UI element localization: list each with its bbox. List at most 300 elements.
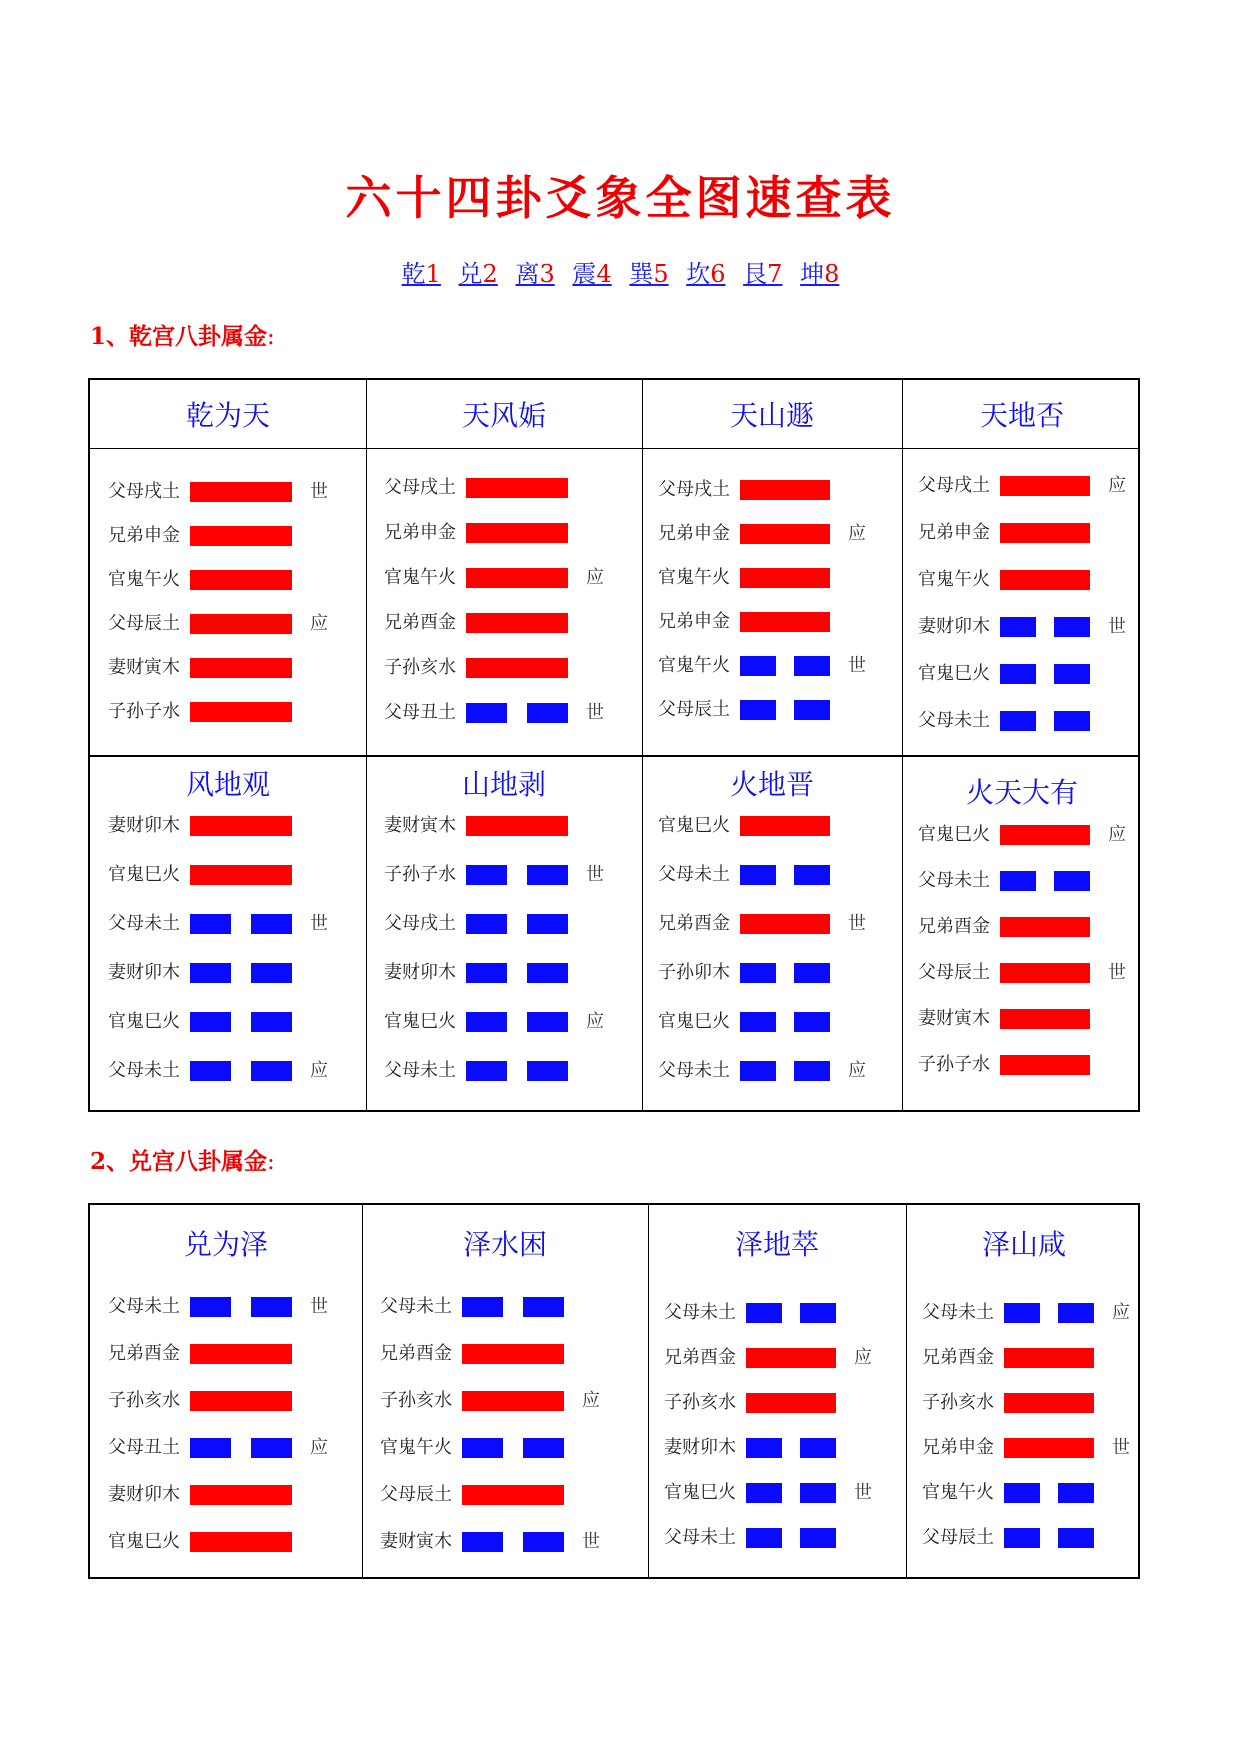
- yang-bar: [466, 658, 568, 678]
- yao-label: 官鬼巳火: [384, 1011, 456, 1032]
- yang-bar: [1000, 1055, 1090, 1075]
- yao-label: 父母未土: [664, 1302, 736, 1323]
- yao-label: 兄弟酉金: [664, 1347, 736, 1368]
- yang-bar: [740, 914, 830, 934]
- yao-label: 妻财寅木: [108, 657, 180, 678]
- yao-label: 兄弟酉金: [658, 913, 730, 934]
- yang-bar: [740, 524, 830, 544]
- hexagram-name: 泽山咸: [981, 1228, 1066, 1261]
- yao-label: 父母戌土: [658, 479, 730, 500]
- yang-bar: [740, 480, 830, 500]
- yao-line: [902, 662, 1142, 686]
- hexagram-cell: [362, 1205, 648, 1577]
- yao-line: [362, 1436, 648, 1460]
- yao-label: 兄弟申金: [384, 522, 456, 543]
- yao-line: [90, 700, 366, 724]
- yang-bar: [190, 614, 292, 634]
- yang-bar: [740, 568, 830, 588]
- yao-label: 子孙亥水: [922, 1392, 994, 1413]
- yao-line: [366, 701, 642, 725]
- yin-bar-left: [462, 1438, 503, 1458]
- yin-bar-right: [800, 1303, 836, 1323]
- yao-line: [648, 1346, 906, 1370]
- yin-bar-right: [251, 963, 292, 983]
- hexagram-cell: [90, 757, 366, 1114]
- yao-label: 父母辰土: [922, 1527, 994, 1548]
- yao-line: [642, 478, 902, 502]
- yao-line: [642, 566, 902, 590]
- yao-line: [648, 1481, 906, 1505]
- yao-line: [90, 524, 366, 548]
- yang-bar: [1004, 1438, 1094, 1458]
- yang-bar: [1000, 963, 1090, 983]
- yao-label: 父母未土: [918, 710, 990, 731]
- yin-bar-right: [1058, 1528, 1094, 1548]
- yao-label: 父母辰土: [380, 1484, 452, 1505]
- yao-line: [90, 814, 366, 838]
- yin-bar-left: [462, 1532, 503, 1552]
- yin-bar-left: [190, 1297, 231, 1317]
- yin-bar-right: [794, 1012, 830, 1032]
- yin-bar-right: [523, 1297, 564, 1317]
- nav-item-zhen[interactable]: 震4: [572, 260, 612, 288]
- yao-label: 兄弟酉金: [108, 1343, 180, 1364]
- shi-marker: 世: [310, 913, 328, 934]
- yao-label: 兄弟申金: [918, 522, 990, 543]
- yao-label: 子孙亥水: [664, 1392, 736, 1413]
- yang-bar: [462, 1485, 564, 1505]
- yao-label: 妻财卯木: [108, 815, 180, 836]
- yin-bar-left: [466, 914, 507, 934]
- nav-item-xun[interactable]: 巽5: [629, 260, 669, 288]
- yang-bar: [190, 570, 292, 590]
- yao-label: 妻财卯木: [108, 962, 180, 983]
- hexagram-name: 泽水困: [462, 1228, 547, 1261]
- yao-line: [366, 521, 642, 545]
- section-heading-dui: 2、兑宫八卦属金:: [90, 1148, 275, 1175]
- nav-item-dui[interactable]: 兑2: [458, 260, 498, 288]
- yao-label: 官鬼巳火: [108, 864, 180, 885]
- shi-marker: 世: [310, 1296, 328, 1317]
- yang-bar: [190, 865, 292, 885]
- yao-label: 父母未土: [108, 1060, 180, 1081]
- yao-label: 官鬼巳火: [918, 824, 990, 845]
- yao-line: [902, 1007, 1142, 1031]
- yao-line: [648, 1391, 906, 1415]
- yang-bar: [190, 702, 292, 722]
- yin-bar-left: [740, 963, 776, 983]
- yin-bar-right: [800, 1483, 836, 1503]
- yin-bar-left: [1004, 1483, 1040, 1503]
- hexagram-cell: [648, 1205, 906, 1577]
- ying-marker: 应: [848, 523, 866, 544]
- yao-label: 官鬼午火: [658, 567, 730, 588]
- yao-label: 父母未土: [108, 913, 180, 934]
- yao-label: 妻财寅木: [918, 1008, 990, 1029]
- hexagram-cell: [642, 380, 902, 737]
- yao-line: [362, 1530, 648, 1554]
- ying-marker: 应: [310, 1437, 328, 1458]
- yao-line: [642, 610, 902, 634]
- yao-line: [90, 480, 366, 504]
- yao-line: [90, 1436, 362, 1460]
- ying-marker: 应: [310, 613, 328, 634]
- yao-label: 官鬼巳火: [658, 815, 730, 836]
- yin-bar-right: [794, 963, 830, 983]
- yao-label: 子孙亥水: [384, 657, 456, 678]
- yao-label: 官鬼午火: [658, 655, 730, 676]
- yao-label: 父母未土: [658, 864, 730, 885]
- yin-bar-right: [251, 1438, 292, 1458]
- hexagram-cell: [366, 757, 642, 1114]
- hexagram-name: 风地观: [185, 768, 270, 801]
- yao-label: 父母丑土: [108, 1437, 180, 1458]
- hexagram-name: 火地晋: [729, 768, 814, 801]
- yang-bar: [462, 1344, 564, 1364]
- yao-line: [366, 912, 642, 936]
- yao-line: [362, 1483, 648, 1507]
- yang-bar: [466, 816, 568, 836]
- nav-item-qian[interactable]: 乾1: [401, 260, 441, 288]
- yin-bar-left: [190, 1438, 231, 1458]
- nav-item-li[interactable]: 离3: [515, 260, 555, 288]
- yin-bar-right: [251, 1012, 292, 1032]
- ying-marker: 应: [586, 567, 604, 588]
- yao-label: 妻财寅木: [384, 815, 456, 836]
- hexagram-cell: [902, 757, 1142, 1114]
- yang-bar: [190, 658, 292, 678]
- yang-bar: [1000, 917, 1090, 937]
- yin-bar-left: [746, 1483, 782, 1503]
- yao-line: [906, 1391, 1142, 1415]
- yao-line: [90, 1530, 362, 1554]
- yao-label: 官鬼午火: [918, 569, 990, 590]
- yang-bar: [1004, 1393, 1094, 1413]
- yao-label: 兄弟酉金: [918, 916, 990, 937]
- yin-bar-right: [527, 865, 568, 885]
- yao-line: [902, 961, 1142, 985]
- yao-label: 父母辰土: [108, 613, 180, 634]
- yao-line: [362, 1342, 648, 1366]
- yao-label: 官鬼巳火: [108, 1531, 180, 1552]
- yin-bar-left: [746, 1438, 782, 1458]
- yang-bar: [190, 1344, 292, 1364]
- yao-label: 父母辰土: [658, 699, 730, 720]
- yin-bar-left: [1000, 711, 1036, 731]
- yao-label: 父母辰土: [918, 962, 990, 983]
- yao-label: 子孙亥水: [108, 1390, 180, 1411]
- yao-line: [366, 1010, 642, 1034]
- yao-line: [642, 698, 902, 722]
- yao-label: 官鬼巳火: [664, 1482, 736, 1503]
- trigram-nav: [0, 254, 1241, 289]
- yao-line: [902, 1053, 1142, 1077]
- yin-bar-left: [1004, 1303, 1040, 1323]
- ying-marker: 应: [310, 1060, 328, 1081]
- yin-bar-left: [746, 1528, 782, 1548]
- yao-line: [642, 863, 902, 887]
- ying-marker: 应: [1112, 1302, 1130, 1323]
- yin-bar-right: [527, 1012, 568, 1032]
- hexagram-cell: [642, 757, 902, 1114]
- yao-label: 兄弟申金: [658, 611, 730, 632]
- yao-label: 官鬼午火: [380, 1437, 452, 1458]
- yin-bar-right: [1054, 617, 1090, 637]
- shi-marker: 世: [1108, 616, 1126, 637]
- yang-bar: [740, 816, 830, 836]
- yin-bar-right: [794, 656, 830, 676]
- yao-line: [90, 1483, 362, 1507]
- yang-bar: [466, 523, 568, 543]
- yang-bar: [466, 478, 568, 498]
- yin-bar-left: [740, 656, 776, 676]
- yao-label: 兄弟申金: [108, 525, 180, 546]
- yao-label: 官鬼午火: [108, 569, 180, 590]
- yao-line: [642, 1059, 902, 1083]
- yao-line: [366, 814, 642, 838]
- shi-marker: 世: [1108, 962, 1126, 983]
- hexagram-cell: [366, 380, 642, 737]
- yao-label: 父母未土: [922, 1302, 994, 1323]
- shi-marker: 世: [582, 1531, 600, 1552]
- yin-bar-right: [1054, 664, 1090, 684]
- yang-bar: [190, 482, 292, 502]
- yin-bar-left: [1000, 617, 1036, 637]
- shi-marker: 世: [586, 702, 604, 723]
- yin-bar-left: [462, 1297, 503, 1317]
- yang-bar: [746, 1348, 836, 1368]
- yin-bar-right: [794, 700, 830, 720]
- hexagram-name: 天地否: [979, 399, 1064, 432]
- yang-bar: [190, 1485, 292, 1505]
- yao-label: 父母戌土: [384, 477, 456, 498]
- yao-label: 妻财卯木: [664, 1437, 736, 1458]
- yao-line: [902, 823, 1142, 847]
- yin-bar-left: [466, 703, 507, 723]
- nav-item-kan[interactable]: 坎6: [686, 260, 726, 288]
- yao-line: [90, 656, 366, 680]
- yao-label: 父母未土: [664, 1527, 736, 1548]
- yang-bar: [746, 1393, 836, 1413]
- shi-marker: 世: [586, 864, 604, 885]
- hexagram-name: 兑为泽: [183, 1228, 268, 1261]
- yin-bar-left: [1000, 871, 1036, 891]
- yao-line: [642, 1010, 902, 1034]
- yin-bar-left: [466, 1061, 507, 1081]
- yao-label: 妻财卯木: [384, 962, 456, 983]
- dui-palace-table: [88, 1203, 1140, 1579]
- yao-label: 父母未土: [658, 1060, 730, 1081]
- ying-marker: 应: [1108, 824, 1126, 845]
- yin-bar-left: [190, 1012, 231, 1032]
- yin-bar-right: [251, 914, 292, 934]
- yao-line: [906, 1526, 1142, 1550]
- yao-label: 子孙子水: [384, 864, 456, 885]
- yang-bar: [1000, 1009, 1090, 1029]
- yao-line: [90, 568, 366, 592]
- yao-label: 子孙子水: [108, 701, 180, 722]
- nav-item-kun[interactable]: 坤8: [800, 260, 840, 288]
- yang-bar: [466, 568, 568, 588]
- yao-label: 兄弟酉金: [384, 612, 456, 633]
- yang-bar: [1000, 476, 1090, 496]
- yin-bar-right: [527, 1061, 568, 1081]
- yin-bar-left: [740, 865, 776, 885]
- yin-bar-left: [190, 963, 231, 983]
- yao-line: [90, 961, 366, 985]
- yin-bar-left: [190, 1061, 231, 1081]
- yao-label: 父母丑土: [384, 702, 456, 723]
- yao-line: [648, 1436, 906, 1460]
- yao-line: [902, 709, 1142, 733]
- yao-line: [90, 863, 366, 887]
- yin-bar-right: [1058, 1483, 1094, 1503]
- yao-line: [902, 915, 1142, 939]
- yao-line: [90, 1342, 362, 1366]
- yao-label: 官鬼巳火: [918, 663, 990, 684]
- yin-bar-left: [1000, 664, 1036, 684]
- yao-line: [366, 1059, 642, 1083]
- yang-bar: [466, 613, 568, 633]
- yin-bar-left: [746, 1303, 782, 1323]
- ying-marker: 应: [582, 1390, 600, 1411]
- ying-marker: 应: [854, 1347, 872, 1368]
- yao-label: 妻财卯木: [108, 1484, 180, 1505]
- hexagram-name: 火天大有: [965, 776, 1078, 809]
- yao-line: [906, 1301, 1142, 1325]
- yin-bar-right: [794, 865, 830, 885]
- hexagram-name: 山地剥: [461, 768, 546, 801]
- hexagram-cell: [90, 380, 366, 737]
- yao-line: [642, 912, 902, 936]
- yao-line: [906, 1436, 1142, 1460]
- yao-line: [90, 1295, 362, 1319]
- shi-marker: 世: [854, 1482, 872, 1503]
- yao-label: 官鬼午火: [384, 567, 456, 588]
- yin-bar-left: [466, 963, 507, 983]
- page-title: 六十四卦爻象全图速查表: [345, 171, 896, 225]
- yao-line: [90, 1389, 362, 1413]
- ying-marker: 应: [848, 1060, 866, 1081]
- yao-line: [90, 612, 366, 636]
- yin-bar-left: [466, 865, 507, 885]
- yao-label: 兄弟酉金: [380, 1343, 452, 1364]
- yao-label: 妻财寅木: [380, 1531, 452, 1552]
- yang-bar: [190, 1532, 292, 1552]
- nav-item-gen[interactable]: 艮7: [743, 260, 783, 288]
- yang-bar: [1000, 570, 1090, 590]
- yin-bar-left: [740, 1061, 776, 1081]
- yao-line: [366, 566, 642, 590]
- yao-line: [642, 814, 902, 838]
- yin-bar-right: [527, 963, 568, 983]
- yin-bar-right: [1058, 1303, 1094, 1323]
- yao-line: [906, 1346, 1142, 1370]
- yin-bar-right: [800, 1528, 836, 1548]
- yao-label: 父母未土: [380, 1296, 452, 1317]
- shi-marker: 世: [1112, 1437, 1130, 1458]
- yao-line: [366, 656, 642, 680]
- shi-marker: 世: [848, 655, 866, 676]
- yao-label: 官鬼午火: [922, 1482, 994, 1503]
- yao-label: 兄弟申金: [658, 523, 730, 544]
- hexagram-name: 泽地萃: [734, 1228, 819, 1261]
- yao-line: [642, 961, 902, 985]
- yin-bar-right: [523, 1438, 564, 1458]
- yao-label: 官鬼巳火: [658, 1011, 730, 1032]
- yin-bar-left: [466, 1012, 507, 1032]
- yao-line: [642, 654, 902, 678]
- yin-bar-right: [251, 1061, 292, 1081]
- yao-label: 父母戌土: [918, 475, 990, 496]
- yao-label: 子孙子水: [918, 1054, 990, 1075]
- yin-bar-right: [523, 1532, 564, 1552]
- yao-label: 子孙卯木: [658, 962, 730, 983]
- yang-bar: [462, 1391, 564, 1411]
- hexagram-name: 天风姤: [461, 399, 546, 432]
- yao-line: [902, 521, 1142, 545]
- yao-label: 兄弟申金: [922, 1437, 994, 1458]
- yao-line: [906, 1481, 1142, 1505]
- yao-line: [902, 615, 1142, 639]
- yao-line: [902, 568, 1142, 592]
- yao-line: [642, 522, 902, 546]
- yao-label: 父母戌土: [108, 481, 180, 502]
- yin-bar-left: [740, 1012, 776, 1032]
- yao-line: [366, 476, 642, 500]
- yin-bar-right: [527, 703, 568, 723]
- yin-bar-right: [800, 1438, 836, 1458]
- yin-bar-right: [1054, 711, 1090, 731]
- yin-bar-left: [190, 914, 231, 934]
- yao-line: [902, 474, 1142, 498]
- section-heading-qian: 1、乾宫八卦属金:: [90, 323, 275, 350]
- yin-bar-left: [740, 700, 776, 720]
- yao-label: 父母未土: [918, 870, 990, 891]
- yang-bar: [1004, 1348, 1094, 1368]
- shi-marker: 世: [310, 481, 328, 502]
- yao-label: 兄弟酉金: [922, 1347, 994, 1368]
- hexagram-name: 天山遯: [729, 399, 814, 432]
- yao-line: [362, 1389, 648, 1413]
- yin-bar-right: [527, 914, 568, 934]
- hexagram-cell: [906, 1205, 1142, 1577]
- yang-bar: [1000, 523, 1090, 543]
- ying-marker: 应: [586, 1011, 604, 1032]
- yang-bar: [740, 612, 830, 632]
- yao-line: [366, 961, 642, 985]
- ying-marker: 应: [1108, 475, 1126, 496]
- yin-bar-right: [251, 1297, 292, 1317]
- hexagram-cell: [902, 380, 1142, 737]
- yang-bar: [1000, 825, 1090, 845]
- yao-line: [90, 912, 366, 936]
- yao-line: [366, 863, 642, 887]
- yang-bar: [190, 1391, 292, 1411]
- yao-line: [648, 1526, 906, 1550]
- yin-bar-right: [1054, 871, 1090, 891]
- shi-marker: 世: [848, 913, 866, 934]
- qian-palace-table: [88, 378, 1140, 1112]
- yao-line: [648, 1301, 906, 1325]
- yang-bar: [190, 816, 292, 836]
- hexagram-name: 乾为天: [185, 399, 270, 432]
- yao-line: [90, 1010, 366, 1034]
- yao-label: 父母戌土: [384, 913, 456, 934]
- yao-label: 父母未土: [384, 1060, 456, 1081]
- yao-line: [362, 1295, 648, 1319]
- yao-label: 官鬼巳火: [108, 1011, 180, 1032]
